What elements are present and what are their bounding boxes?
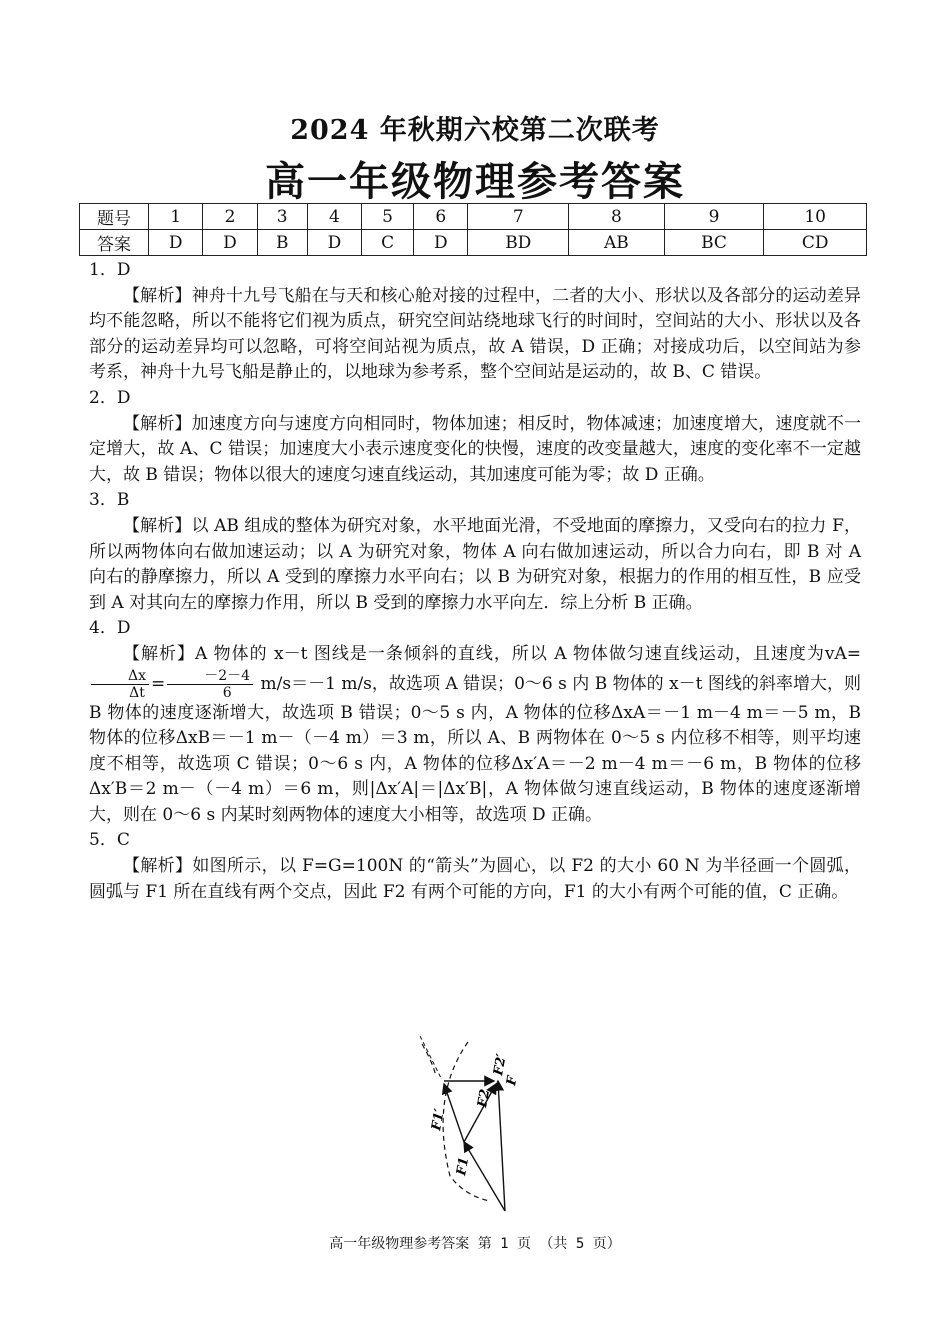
row-label-number: 题号 bbox=[80, 204, 149, 230]
cell-answer: D bbox=[414, 230, 468, 256]
cell-number: 5 bbox=[362, 204, 414, 230]
force-diagram bbox=[420, 1036, 540, 1216]
cell-answer: CD bbox=[764, 230, 867, 256]
fraction-dx-dt bbox=[91, 668, 149, 701]
f1-line-extension bbox=[420, 1036, 442, 1080]
q5-explanation: 【解析】如图所示，以 F=G=100N 的“箭头”为圆心，以 F2 的大小 60 N 为半径画一个圆弧，圆弧与 F1 所在直线有两个交点，因此 F2 有两个可能的方向，F1 的大小有两个可能的值，C 正确。 bbox=[89, 856, 861, 902]
label-f1: F1 bbox=[454, 1156, 473, 1177]
cell-number: 7 bbox=[468, 204, 569, 230]
cell-answer: AB bbox=[569, 230, 665, 256]
q4-explanation bbox=[89, 642, 861, 829]
equals-sign: = bbox=[151, 673, 166, 694]
cell-number: 2 bbox=[203, 204, 257, 230]
q2-explanation: 【解析】加速度方向与速度方向相同时，物体加速；相反时，物体减速；加速度增大，速度就不一定增大，故 A、C 错误；加速度大小表示速度变化的快慢，速度的改变量越大，速度的变化率不一定越大，故 B 错误；物体以很大的速度匀速直线运动，其加速度可能为零；故 D 正确。 bbox=[89, 413, 861, 485]
cell-answer: BD bbox=[468, 230, 569, 256]
cell-number: 1 bbox=[149, 204, 203, 230]
fraction-denominator: Δt bbox=[129, 684, 145, 701]
q1-heading: 1．D bbox=[89, 260, 131, 280]
cell-answer: B bbox=[257, 230, 307, 256]
label-f2: F2 bbox=[475, 1088, 494, 1109]
q2-heading: 2．D bbox=[89, 387, 131, 408]
label-f2p: F2′ bbox=[491, 1052, 510, 1077]
document-title: 高一年级物理参考答案 bbox=[265, 159, 685, 205]
answer-table-row-answers bbox=[80, 230, 867, 256]
q4-text-a: 【解析】A 物体的 x－t 图线是一条倾斜的直线，所以 A 物体做匀速直线运动，且速度为 bbox=[123, 643, 825, 664]
page-footer: 高一年级物理参考答案 第 1 页 （共 5 页） bbox=[329, 1236, 621, 1252]
exam-title: 2024 年秋期六校第二次联考 bbox=[290, 115, 660, 146]
fraction-value bbox=[167, 668, 253, 701]
q4-text-b: m/s＝－1 m/s，故选项 A 错误；0～6 s 内 B 物体的 x－t 图线的斜率增大，则 B 物体的速度逐渐增大，故选项 B 错误；0～5 s 内，A 物体的位移ΔxA＝－1 m－4 m＝－5 m，B 物体的位移ΔxB＝－1 m－（－4 m）＝3 m，所以 A、B 两物体在 0～5 s 内位移不相等，则平均速度不相等，故选项 C 错误；0～6 s 内，A 物体的位移Δx′A＝－2 m－4 m＝－6 m，B 物体的位移Δx′B＝2 m－（－4 m）＝6 m，则|Δx′A|＝|Δx′B|，A 物体做匀速直线运动，B 物体的速度逐渐增大，则在 0～6 s 内某时刻两物体的速度大小相等，故选项 D 正确。 bbox=[89, 673, 861, 825]
fraction-numerator: －2－4 bbox=[167, 668, 253, 685]
cell-number: 4 bbox=[307, 204, 361, 230]
q5-heading: 5．C bbox=[89, 830, 130, 851]
answer-table-row-numbers bbox=[80, 204, 867, 230]
q4-heading: 4．D bbox=[89, 618, 131, 639]
fraction-numerator: Δx bbox=[91, 668, 149, 685]
cell-answer: D bbox=[149, 230, 203, 256]
dashed-arc-left bbox=[422, 1044, 436, 1076]
row-label-answer: 答案 bbox=[80, 230, 149, 256]
answer-table bbox=[79, 203, 867, 256]
label-f1p: F1′ bbox=[429, 1107, 448, 1132]
cell-number: 8 bbox=[569, 204, 665, 230]
label-f: F bbox=[504, 1074, 521, 1087]
fraction-denominator: 6 bbox=[222, 684, 232, 701]
cell-answer: D bbox=[307, 230, 361, 256]
cell-number: 3 bbox=[257, 204, 307, 230]
cell-number: 10 bbox=[764, 204, 867, 230]
q4-velocity-label: vA= bbox=[824, 643, 861, 664]
q3-explanation: 【解析】以 AB 组成的整体为研究对象，水平地面光滑，不受地面的摩擦力，又受向右的拉力 F，所以两物体向右做加速运动；以 A 为研究对象，物体 A 向右做加速运动，所以合力向右，即 B 对 A 向右的静摩擦力，所以 A 受到的摩擦力水平向右；以 B 为研究对象，根据力的作用的相互性，B 应受到 A 对其向左的摩擦力作用，所以 B 受到的摩擦力水平向左．综上分析 B 正确。 bbox=[89, 515, 861, 613]
cell-answer: D bbox=[203, 230, 257, 256]
cell-answer: C bbox=[362, 230, 414, 256]
solutions bbox=[89, 258, 861, 905]
cell-answer: BC bbox=[664, 230, 764, 256]
force-f1-arrow bbox=[464, 1142, 505, 1211]
cell-number: 6 bbox=[414, 204, 468, 230]
cell-number: 9 bbox=[664, 204, 764, 230]
q1-explanation: 【解析】神舟十九号飞船在与天和核心舱对接的过程中，二者的大小、形状以及各部分的运动差异均不能忽略，所以不能将它们视为质点，研究空间站绕地球飞行的时间时，空间站的大小、形状以及各部分的运动差异均可以忽略，可将空间站视为质点，故 A 错误，D 正确；对接成功后，以空间站为参考系，神舟十九号飞船是静止的，以地球为参考系，整个空间站是运动的，故 B、C 错误。 bbox=[89, 285, 861, 383]
force-f-arrow bbox=[498, 1081, 505, 1211]
q3-heading: 3．B bbox=[89, 490, 130, 511]
